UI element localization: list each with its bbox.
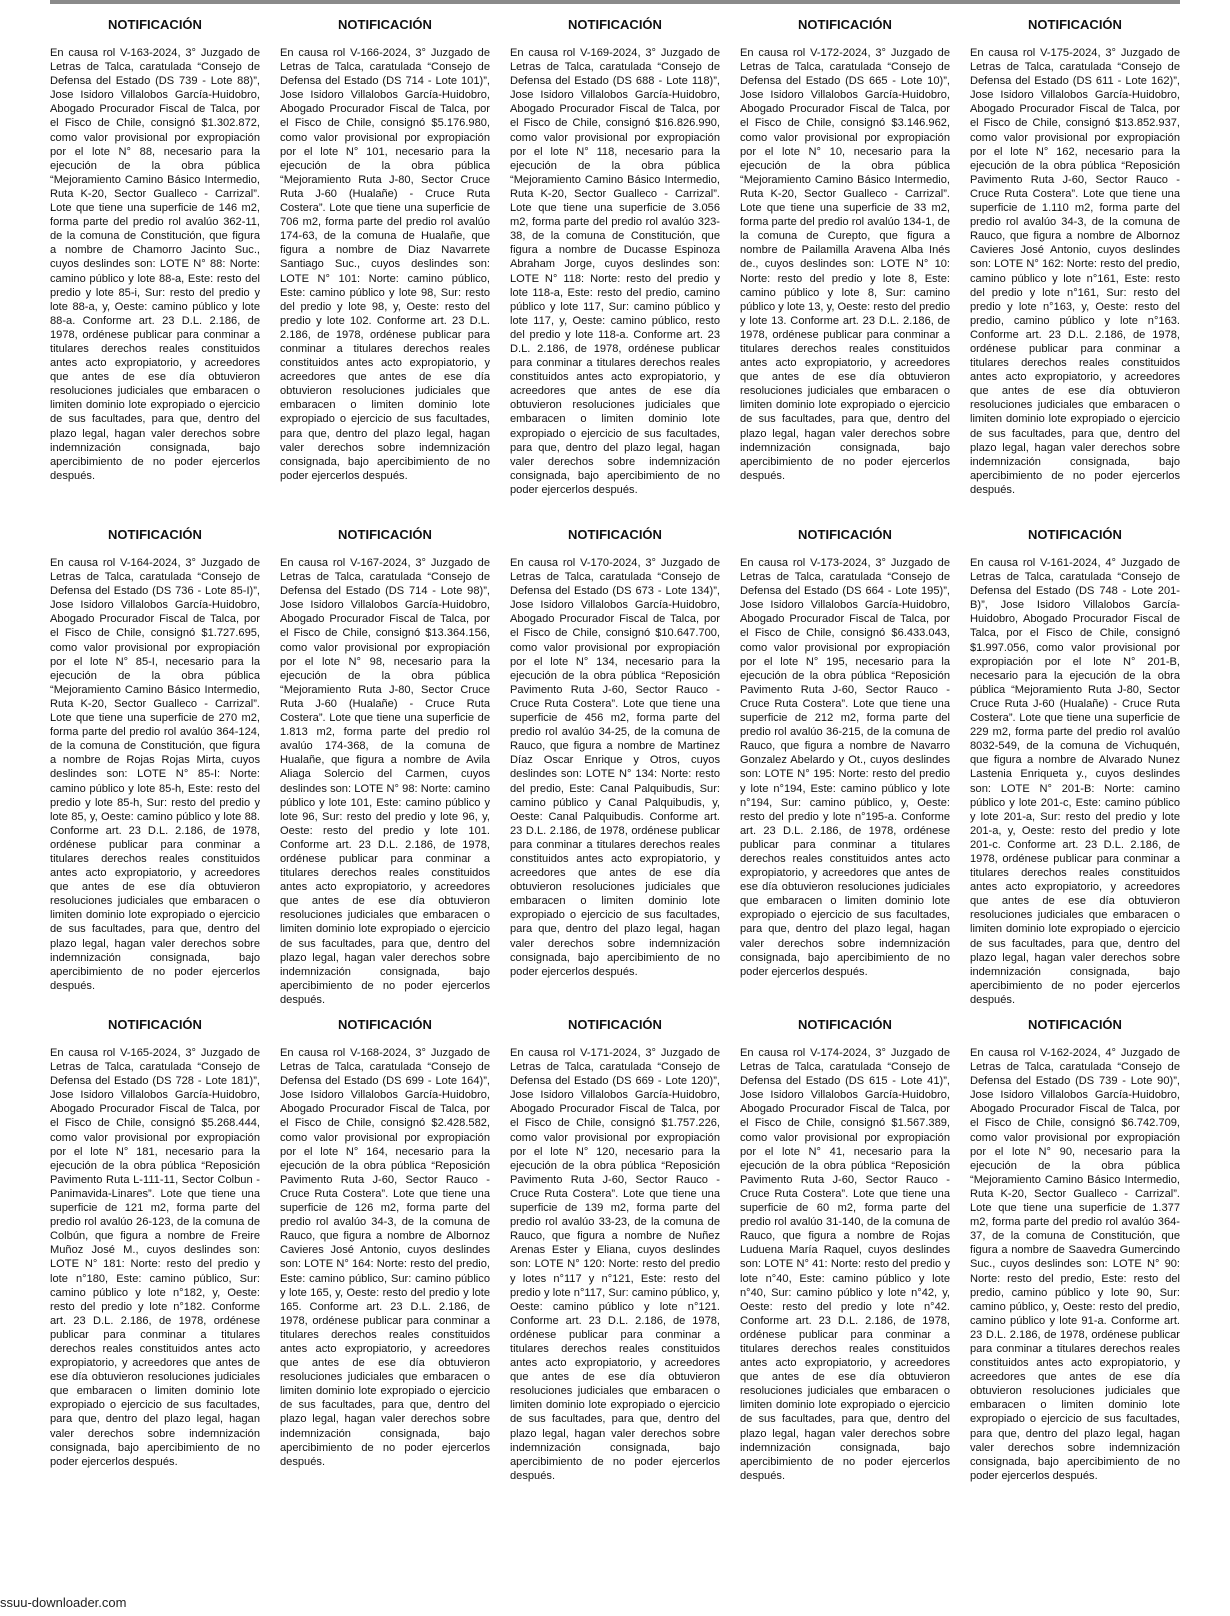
notice-title: NOTIFICACIÓN [338, 1017, 432, 1032]
notice-title: NOTIFICACIÓN [338, 527, 432, 542]
notice-body: En causa rol V-167-2024, 3° Juzgado de Letras de Talca, caratulada “Consejo de Defensa del Estado (DS 714 - Lote 98)”, Jose Isidoro Villalobos García-Huidobro, Abogado Procurador Fiscal de Talca, por el Fisco de Chile, consignó $13.364.156, como valor provisional por expropiación por el lote N° 98, necesario para la ejecución de la obra pública “Mejoramiento Ruta J-80, Sector Cruce Ruta J-60 (Hualañe) - Cruce Ruta Costera”. Lote que tiene una superficie de 1.813 m2, forma parte del predio rol avalúo 174-368, de la comuna de Hualañe, que figura a nombre de Avila Aliaga Solercio del Carmen, cuyos deslindes son: LOTE N° 98: Norte: camino público y lote 101, Este: camino público y lote 96, Sur: resto del predio y lote 96, y, Oeste: resto del predio y lote 101. Conforme art. 23 D.L. 2.186, de 1978, ordénese publicar para conminar a titulares derechos reales constituidos antes acto expropiatorio, y acreedores que antes de ese día obtuvieron resoluciones judiciales que embaracen o limiten dominio lote expropiado o ejercicio de sus facultades, para que, dentro del plazo legal, hagan valer derechos sobre indemnización consignada, bajo apercibimiento de no poder ejercerlos después. [280, 557, 490, 1006]
notice-title: NOTIFICACIÓN [798, 1017, 892, 1032]
notice-body: En causa rol V-174-2024, 3° Juzgado de Letras de Talca, caratulada “Consejo de Defensa del Estado (DS 615 - Lote 41)”, Jose Isidoro Villalobos García-Huidobro, Abogado Procurador Fiscal de Talca, por el Fisco de Chile, consignó $1.567.389, como valor provisional por expropiación por el lote N° 41, necesario para la ejecución de la obra pública “Reposición Pavimento Ruta J-60, Sector Rauco - Cruce Ruta Costera”. Lote que tiene una superficie de 60 m2, forma parte del predio rol avalúo 31-140, de la comuna de Rauco, que figura a nombre de Rojas Luduena María Raquel, cuyos deslindes son: LOTE N° 41: Norte: resto del predio y lote n°40, Este: camino público y lote n°40, Sur: camino público y lote n°42, y, Oeste: resto del predio y lote n°42. Conforme art. 23 D.L. 2.186, de 1978, ordénese publicar para conminar a titulares derechos reales constituidos antes acto expropiatorio, y acreedores que antes de ese día obtuvieron resoluciones judiciales que embaracen o limiten dominio lote expropiado o ejercicio de sus facultades, para que, dentro del plazo legal, hagan valer derechos sobre indemnización consignada, bajo apercibimiento de no poder ejercerlos después. [740, 1047, 950, 1482]
notice-title: NOTIFICACIÓN [1028, 17, 1122, 32]
notice-title: NOTIFICACIÓN [798, 17, 892, 32]
notice-body: En causa rol V-163-2024, 3° Juzgado de Letras de Talca, caratulada “Consejo de Defensa del Estado (DS 739 - Lote 88)”, Jose Isidoro Villalobos García-Huidobro, Abogado Procurador Fiscal de Talca, por el Fisco de Chile, consignó $1.302.872, como valor provisional por expropiación por el lote N° 88, necesario para la ejecución de la obra pública “Mejoramiento Camino Básico Intermedio, Ruta K-20, Sector Gualleco - Carrizal”. Lote que tiene una superficie de 146 m2, forma parte del predio rol avalúo 362-11, de la comuna de Constitución, que figura a nombre de Chamorro Jacinto Suc., cuyos deslindes son: LOTE N° 88: Norte: camino público y lote 88-a, Este: resto del predio y lote 85-i, Sur: resto del predio y lote 88-a, y, Oeste: camino público y lote 88-a. Conforme art. 23 D.L. 2.186, de 1978, ordénese publicar para conminar a titulares derechos reales constituidos antes acto expropiatorio, y acreedores que antes de ese día obtuvieron resoluciones judiciales que embaracen o limiten dominio lote expropiado o ejercicio de sus facultades, para que, dentro del plazo legal, hagan valer derechos sobre indemnización consignada, bajo apercibimiento de no poder ejercerlos después. [50, 47, 260, 482]
notice-body: En causa rol V-171-2024, 3° Juzgado de Letras de Talca, caratulada “Consejo de Defensa del Estado (DS 669 - Lote 120)”, Jose Isidoro Villalobos García-Huidobro, Abogado Procurador Fiscal de Talca, por el Fisco de Chile, consignó $1.757.226, como valor provisional por expropiación por el lote N° 120, necesario para la ejecución de la obra pública “Reposición Pavimento Ruta J-60, Sector Rauco - Cruce Ruta Costera”. Lote que tiene una superficie de 139 m2, forma parte del predio rol avalúo 33-23, de la comuna de Rauco, que figura a nombre de Nuñez Arenas Ester y Eliana, cuyos deslindes son: LOTE N° 120: Norte: resto del predio y lotes n°117 y n°121, Este: resto del predio y lote n°117, Sur: camino público, y, Oeste: camino público y lote n°121. Conforme art. 23 D.L. 2.186, de 1978, ordénese publicar para conminar a titulares derechos reales constituidos antes acto expropiatorio, y acreedores que antes de ese día obtuvieron resoluciones judiciales que embaracen o limiten dominio lote expropiado o ejercicio de sus facultades, para que, dentro del plazo legal, hagan valer derechos sobre indemnización consignada, bajo apercibimiento de no poder ejercerlos después. [510, 1047, 720, 1482]
notice-title: NOTIFICACIÓN [108, 1017, 202, 1032]
notice-title: NOTIFICACIÓN [798, 527, 892, 542]
notice-body: En causa rol V-170-2024, 3° Juzgado de Letras de Talca, caratulada “Consejo de Defensa del Estado (DS 673 - Lote 134)”, Jose Isidoro Villalobos García-Huidobro, Abogado Procurador Fiscal de Talca, por el Fisco de Chile, consignó $10.647.700, como valor provisional por expropiación por el lote N° 134, necesario para la ejecución de la obra pública “Reposición Pavimento Ruta J-60, Sector Rauco - Cruce Ruta Costera”. Lote que tiene una superficie de 456 m2, forma parte del predio rol avalúo 34-25, de la comuna de Rauco, que figura a nombre de Martinez Díaz Oscar Enrique y Otros, cuyos deslindes son: LOTE N° 134: Norte: resto del predio, Este: Canal Palquibudis, Sur: camino público y Canal Palquibudis, y, Oeste: Canal Palquibudis. Conforme art. 23 D.L. 2.186, de 1978, ordénese publicar para conminar a titulares derechos reales constituidos antes acto expropiatorio, y acreedores que antes de ese día obtuvieron resoluciones judiciales que embaracen o limiten dominio lote expropiado o ejercicio de sus facultades, para que, dentro del plazo legal, hagan valer derechos sobre indemnización consignada, bajo apercibimiento de no poder ejercerlos después. [510, 557, 720, 978]
top-rule [50, 0, 1180, 4]
notice [50, 520, 260, 1010]
notice [740, 1010, 950, 1550]
notice [970, 520, 1180, 1010]
watermark-footer: ssuu-downloader.com [0, 1595, 127, 1610]
notice [510, 1010, 720, 1550]
notice [970, 10, 1180, 520]
notice-title: NOTIFICACIÓN [108, 17, 202, 32]
notice-body: En causa rol V-164-2024, 3° Juzgado de Letras de Talca, caratulada “Consejo de Defensa del Estado (DS 736 - Lote 85-I)”, Jose Isidoro Villalobos García-Huidobro, Abogado Procurador Fiscal de Talca, por el Fisco de Chile, consignó $1.727.695, como valor provisional por expropiación por el lote N° 85-I, necesario para la ejecución de la obra pública “Mejoramiento Camino Básico Intermedio, Ruta K-20, Sector Gualleco - Carrizal”. Lote que tiene una superficie de 270 m2, forma parte del predio rol avalúo 364-124, de la comuna de Constitución, que figura a nombre de Rojas Rojas Mirta, cuyos deslindes son: LOTE N° 85-I: Norte: camino público y lote 85-h, Este: resto del predio y lote 85-h, Sur: resto del predio y lote 85, y, Oeste: camino público y lote 88. Conforme art. 23 D.L. 2.186, de 1978, ordénese publicar para conminar a titulares derechos reales constituidos antes acto expropiatorio, y acreedores que antes de ese día obtuvieron resoluciones judiciales que embaracen o limiten dominio lote expropiado o ejercicio de sus facultades, para que, dentro del plazo legal, hagan valer derechos sobre indemnización consignada, bajo apercibimiento de no poder ejercerlos después. [50, 557, 260, 992]
notice-title: NOTIFICACIÓN [568, 527, 662, 542]
notice-title: NOTIFICACIÓN [338, 17, 432, 32]
notice-title: NOTIFICACIÓN [1028, 527, 1122, 542]
notice-title: NOTIFICACIÓN [108, 527, 202, 542]
notice [510, 10, 720, 520]
notice-title: NOTIFICACIÓN [568, 1017, 662, 1032]
notice-body: En causa rol V-173-2024, 3° Juzgado de Letras de Talca, caratulada “Consejo de Defensa del Estado (DS 664 - Lote 195)”, Jose Isidoro Villalobos García-Huidobro, Abogado Procurador Fiscal de Talca, por el Fisco de Chile, consignó $6.433.043, como valor provisional por expropiación por el lote N° 195, necesario para la ejecución de la obra pública “Reposición Pavimento Ruta J-60, Sector Rauco - Cruce Ruta Costera”. Lote que tiene una superficie de 212 m2, forma parte del predio rol avalúo 36-215, de la comuna de Rauco, que figura a nombre de Navarro Gonzalez Abelardo y Ot., cuyos deslindes son: LOTE N° 195: Norte: resto del predio y lote n°194, Este: camino público y lote n°194, Sur: camino público, y, Oeste: resto del predio y lote n°195-a. Conforme art. 23 D.L. 2.186, de 1978, ordénese publicar para conminar a titulares derechos reales constituidos antes acto expropiatorio, y acreedores que antes de ese día obtuvieron resoluciones judiciales que embaracen o limiten dominio lote expropiado o ejercicio de sus facultades, para que, dentro del plazo legal, hagan valer derechos sobre indemnización consignada, bajo apercibimiento de no poder ejercerlos después. [740, 557, 950, 978]
notice-body: En causa rol V-172-2024, 3° Juzgado de Letras de Talca, caratulada “Consejo de Defensa del Estado (DS 665 - Lote 10)”, Jose Isidoro Villalobos García-Huidobro, Abogado Procurador Fiscal de Talca, por el Fisco de Chile, consignó $3.146.962, como valor provisional por expropiación por el lote N° 10, necesario para la ejecución de la obra pública “Mejoramiento Camino Básico Intermedio, Ruta K-20, Sector Gualleco - Carrizal”. Lote que tiene una superficie de 33 m2, forma parte del predio rol avalúo 134-1, de la comuna de Curepto, que figura a nombre de Pailamilla Aravena Alba Inés de., cuyos deslindes son: LOTE N° 10: Norte: resto del predio y lote 8, Este: camino público y lote 8, Sur: camino público y lote 13, y, Oeste: resto del predio y lote 13. Conforme art. 23 D.L. 2.186, de 1978, ordénese publicar para conminar a titulares derechos reales constituidos antes acto expropiatorio, y acreedores que antes de ese día obtuvieron resoluciones judiciales que embaracen o limiten dominio lote expropiado o ejercicio de sus facultades, para que, dentro del plazo legal, hagan valer derechos sobre indemnización consignada, bajo apercibimiento de no poder ejercerlos después. [740, 47, 950, 482]
notice-body: En causa rol V-161-2024, 4° Juzgado de Letras de Talca, caratulada “Consejo de Defensa del Estado (DS 748 - Lote 201-B)”, Jose Isidoro Villalobos García-Huidobro, Abogado Procurador Fiscal de Talca, por el Fisco de Chile, consignó $1.997.056, como valor provisional por expropiación por el lote N° 201-B, necesario para la ejecución de la obra pública “Mejoramiento Ruta J-80, Sector Cruce Ruta J-60 (Hualañe) - Cruce Ruta Costera”. Lote que tiene una superficie de 229 m2, forma parte del predio rol avalúo 8032-549, de la comuna de Vichuquén, que figura a nombre de Alvarado Nunez Lastenia Enriqueta y., cuyos deslindes son: LOTE N° 201-B: Norte: camino público y lote 201-c, Este: camino público y lote 201-a, Sur: resto del predio y lote 201-a, y, Oeste: resto del predio y lote 201-c. Conforme art. 23 D.L. 2.186, de 1978, ordénese publicar para conminar a titulares derechos reales constituidos antes acto expropiatorio, y acreedores que antes de ese día obtuvieron resoluciones judiciales que embaracen o limiten dominio lote expropiado o ejercicio de sus facultades, para que, dentro del plazo legal, hagan valer derechos sobre indemnización consignada, bajo apercibimiento de no poder ejercerlos después. [970, 557, 1180, 1006]
notice [740, 10, 950, 520]
notice [50, 1010, 260, 1550]
notice-title: NOTIFICACIÓN [1028, 1017, 1122, 1032]
notice-body: En causa rol V-168-2024, 3° Juzgado de Letras de Talca, caratulada “Consejo de Defensa del Estado (DS 699 - Lote 164)”, Jose Isidoro Villalobos García-Huidobro, Abogado Procurador Fiscal de Talca, por el Fisco de Chile, consignó $2.428.582, como valor provisional por expropiación por el lote N° 164, necesario para la ejecución de la obra pública “Reposición Pavimento Ruta J-60, Sector Rauco - Cruce Ruta Costera”. Lote que tiene una superficie de 126 m2, forma parte del predio rol avalúo 34-3, de la comuna de Rauco, que figura a nombre de Albornoz Cavieres José Antonio, cuyos deslindes son: LOTE N° 164: Norte: resto del predio, Este: camino público, Sur: camino público y lote 165, y, Oeste: resto del predio y lote 165. Conforme art. 23 D.L. 2.186, de 1978, ordénese publicar para conminar a titulares derechos reales constituidos antes acto expropiatorio, y acreedores que antes de ese día obtuvieron resoluciones judiciales que embaracen o limiten dominio lote expropiado o ejercicio de sus facultades, para que, dentro del plazo legal, hagan valer derechos sobre indemnización consignada, bajo apercibimiento de no poder ejercerlos después. [280, 1047, 490, 1468]
notice [50, 10, 260, 520]
notice [280, 1010, 490, 1550]
notice [280, 10, 490, 520]
notice-body: En causa rol V-175-2024, 3° Juzgado de Letras de Talca, caratulada “Consejo de Defensa del Estado (DS 611 - Lote 162)”, Jose Isidoro Villalobos García-Huidobro, Abogado Procurador Fiscal de Talca, por el Fisco de Chile, consignó $13.852.937, como valor provisional por expropiación por el lote N° 162, necesario para la ejecución de la obra pública “Reposición Pavimento Ruta J-60, Sector Rauco - Cruce Ruta Costera”. Lote que tiene una superficie de 1.110 m2, forma parte del predio rol avalúo 34-3, de la comuna de Rauco, que figura a nombre de Albornoz Cavieres José Antonio, cuyos deslindes son: LOTE N° 162: Norte: resto del predio, camino público y lote n°161, Este: resto del predio y lote n°161, Sur: resto del predio y lote n°163, y, Oeste: resto del predio, camino público y lote n°163. Conforme art. 23 D.L. 2.186, de 1978, ordénese publicar para conminar a titulares derechos reales constituidos antes acto expropiatorio, y acreedores que antes de ese día obtuvieron resoluciones judiciales que embaracen o limiten dominio lote expropiado o ejercicio de sus facultades, para que, dentro del plazo legal, hagan valer derechos sobre indemnización consignada, bajo apercibimiento de no poder ejercerlos después. [970, 47, 1180, 496]
notices-grid [50, 10, 1180, 1550]
notice-body: En causa rol V-165-2024, 3° Juzgado de Letras de Talca, caratulada “Consejo de Defensa del Estado (DS 728 - Lote 181)”, Jose Isidoro Villalobos García-Huidobro, Abogado Procurador Fiscal de Talca, por el Fisco de Chile, consignó $5.268.444, como valor provisional por expropiación por el lote N° 181, necesario para la ejecución de la obra pública “Reposición Pavimento Ruta L-111-11, Sector Colbun - Panimavida-Linares”. Lote que tiene una superficie de 121 m2, forma parte del predio rol avalúo 26-123, de la comuna de Colbún, que figura a nombre de Freire Muñoz José M., cuyos deslindes son: LOTE N° 181: Norte: resto del predio y lote n°180, Este: camino público, Sur: camino público y lote n°182, y, Oeste: resto del predio y lote n°182. Conforme art. 23 D.L. 2.186, de 1978, ordénese publicar para conminar a titulares derechos reales constituidos antes acto expropiatorio, y acreedores que antes de ese día obtuvieron resoluciones judiciales que embaracen o limiten dominio lote expropiado o ejercicio de sus facultades, para que, dentro del plazo legal, hagan valer derechos sobre indemnización consignada, bajo apercibimiento de no poder ejercerlos después. [50, 1047, 260, 1468]
notice [970, 1010, 1180, 1550]
notice [510, 520, 720, 1010]
notice [280, 520, 490, 1010]
notice [740, 520, 950, 1010]
notice-body: En causa rol V-166-2024, 3° Juzgado de Letras de Talca, caratulada “Consejo de Defensa del Estado (DS 714 - Lote 101)”, Jose Isidoro Villalobos García-Huidobro, Abogado Procurador Fiscal de Talca, por el Fisco de Chile, consignó $5.176.980, como valor provisional por expropiación por el lote N° 101, necesario para la ejecución de la obra pública “Mejoramiento Ruta J-80, Sector Cruce Ruta J-60 (Hualañe) - Cruce Ruta Costera”. Lote que tiene una superficie de 706 m2, forma parte del predio rol avalúo 174-63, de la comuna de Hualañe, que figura a nombre de Diaz Navarrete Santiago Suc., cuyos deslindes son: LOTE N° 101: Norte: camino público, Este: camino público y lote 98, Sur: resto del predio y lote 98, y, Oeste: resto del predio y lote 102. Conforme art. 23 D.L. 2.186, de 1978, ordénese publicar para conminar a titulares derechos reales constituidos antes acto expropiatorio, y acreedores que antes de ese día obtuvieron resoluciones judiciales que embaracen o limiten dominio lote expropiado o ejercicio de sus facultades, para que, dentro del plazo legal, hagan valer derechos sobre indemnización consignada, bajo apercibimiento de no poder ejercerlos después. [280, 47, 490, 482]
notice-body: En causa rol V-169-2024, 3° Juzgado de Letras de Talca, caratulada “Consejo de Defensa del Estado (DS 688 - Lote 118)”, Jose Isidoro Villalobos García-Huidobro, Abogado Procurador Fiscal de Talca, por el Fisco de Chile, consignó $16.826.990, como valor provisional por expropiación por el lote N° 118, necesario para la ejecución de la obra pública “Mejoramiento Camino Básico Intermedio, Ruta K-20, Sector Gualleco - Carrizal”. Lote que tiene una superficie de 3.056 m2, forma parte del predio rol avalúo 323-38, de la comuna de Constitución, que figura a nombre de Ducasse Espinoza Abraham Jorge, cuyos deslindes son: LOTE N° 118: Norte: resto del predio y lote 118-a, Este: resto del predio, camino público y lote 117, Sur: camino público y lote 117, y, Oeste: camino público, resto del predio y lote 118-a. Conforme art. 23 D.L. 2.186, de 1978, ordénese publicar para conminar a titulares derechos reales constituidos antes acto expropiatorio, y acreedores que antes de ese día obtuvieron resoluciones judiciales que embaracen o limiten dominio lote expropiado o ejercicio de sus facultades, para que, dentro del plazo legal, hagan valer derechos sobre indemnización consignada, bajo apercibimiento de no poder ejercerlos después. [510, 47, 720, 496]
notice-body: En causa rol V-162-2024, 4° Juzgado de Letras de Talca, caratulada “Consejo de Defensa del Estado (DS 739 - Lote 90)”, Jose Isidoro Villalobos García-Huidobro, Abogado Procurador Fiscal de Talca, por el Fisco de Chile, consignó $6.742.709, como valor provisional por expropiación por el lote N° 90, necesario para la ejecución de la obra pública “Mejoramiento Camino Básico Intermedio, Ruta K-20, Sector Gualleco - Carrizal”. Lote que tiene una superficie de 1.377 m2, forma parte del predio rol avalúo 364-37, de la comuna de Constitución, que figura a nombre de Saavedra Gumercindo Suc., cuyos deslindes son: LOTE N° 90: Norte: resto del predio, Este: resto del predio, camino público y lote 90, Sur: camino público, y, Oeste: resto del predio, camino público y lote 91-a. Conforme art. 23 D.L. 2.186, de 1978, ordénese publicar para conminar a titulares derechos reales constituidos antes acto expropiatorio, y acreedores que antes de ese día obtuvieron resoluciones judiciales que embaracen o limiten dominio lote expropiado o ejercicio de sus facultades, para que, dentro del plazo legal, hagan valer derechos sobre indemnización consignada, bajo apercibimiento de no poder ejercerlos después. [970, 1047, 1180, 1482]
notice-title: NOTIFICACIÓN [568, 17, 662, 32]
